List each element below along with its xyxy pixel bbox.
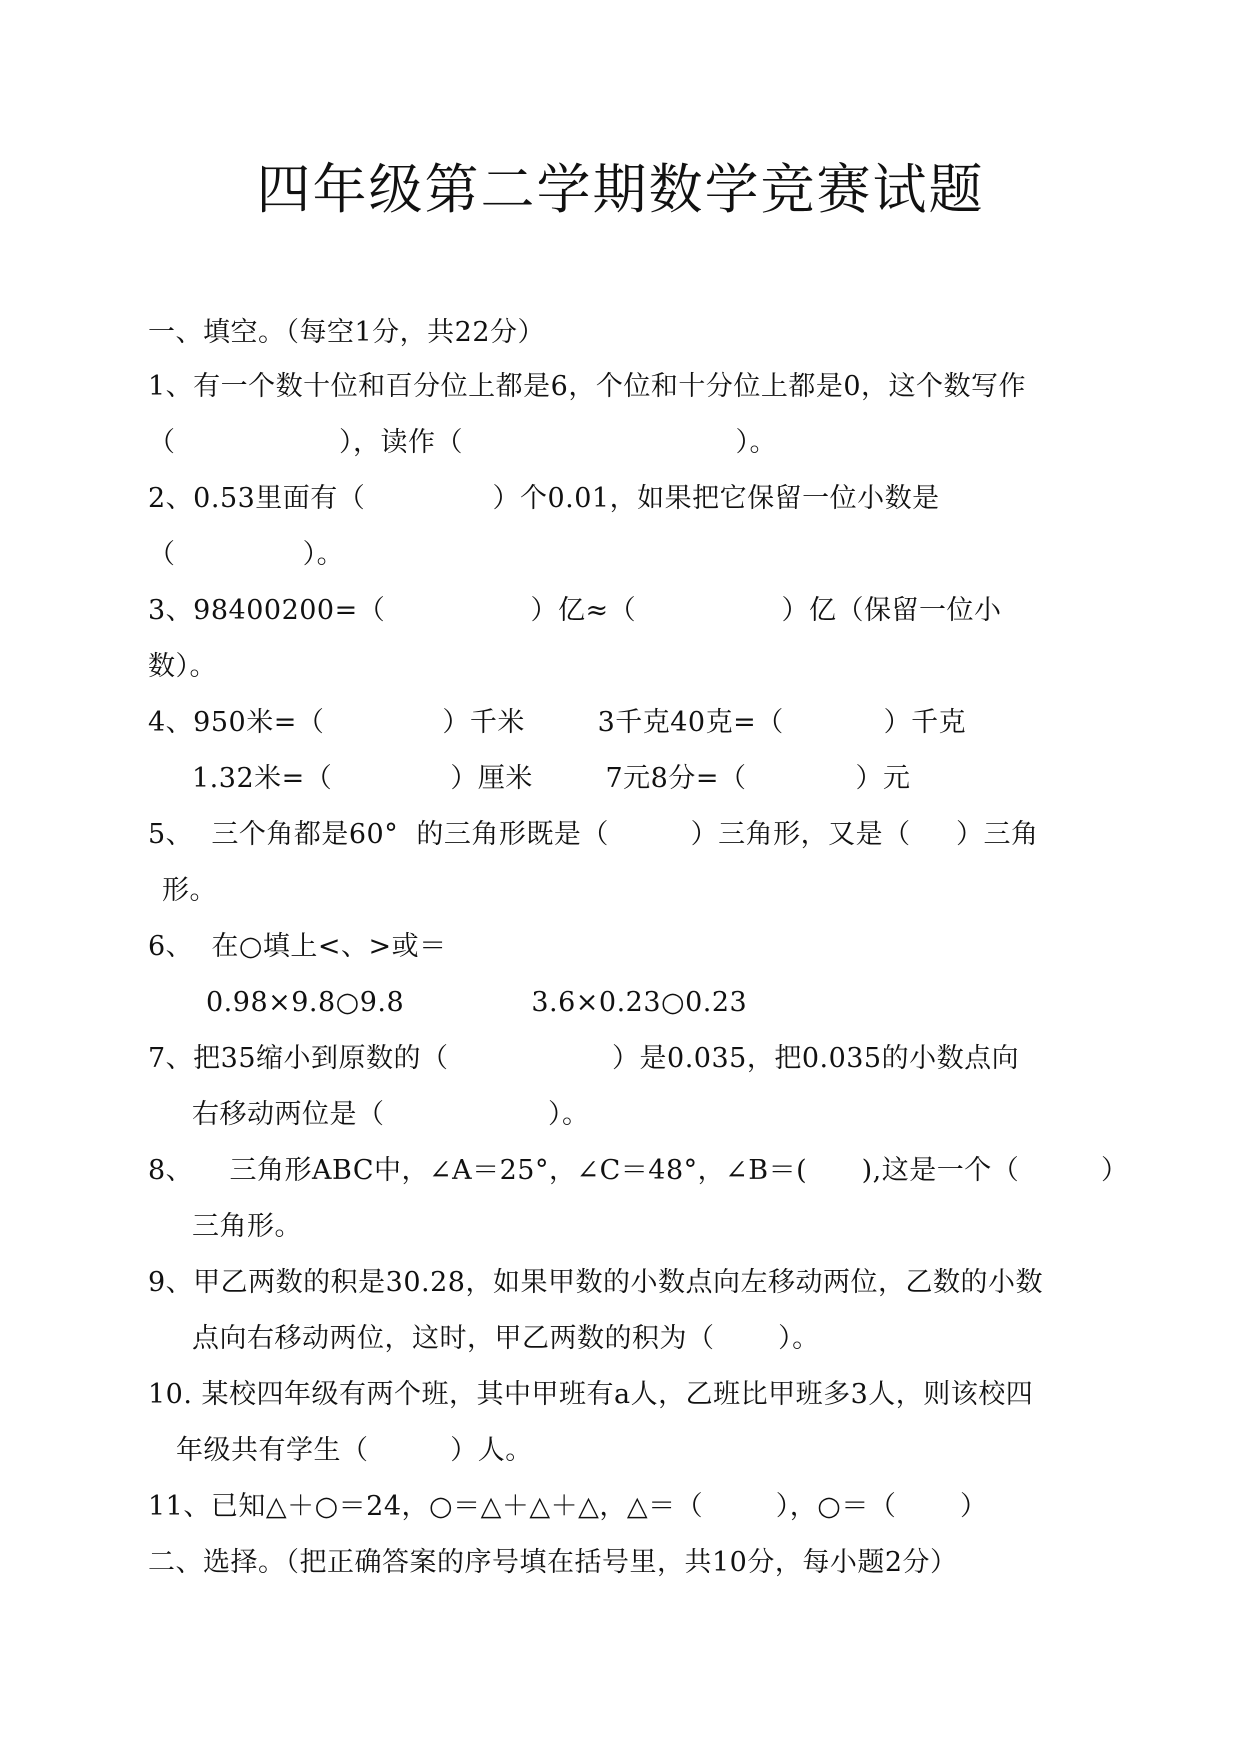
question-6-line-1: 6、 在○填上<、>或＝ [148,931,447,962]
question-8-line-1: 8、 三角形ABC中，∠A＝25°，∠C＝48°，∠B＝( ),这是一个（ ） [148,1155,1129,1186]
page-title: 四年级第二学期数学竞赛试题 [256,158,985,221]
question-9-line-1: 9、甲乙两数的积是30.28，如果甲数的小数点向左移动两位，乙数的小数 [148,1267,1043,1298]
question-3-line-1: 3、98400200=（ ）亿≈（ ）亿（保留一位小 [148,595,1002,626]
question-10-line-1: 10. 某校四年级有两个班，其中甲班有a人，乙班比甲班多3人，则该校四 [148,1379,1034,1410]
question-2-line-2: （ ）。 [148,539,345,570]
question-5-line-1: 5、 三个角都是60° 的三角形既是（ ）三角形，又是（ ）三角 [148,819,1039,850]
section-1-heading: 一、填空。（每空1分，共22分） [148,317,546,348]
question-1-line-2: （ ），读作（ ）。 [148,427,777,458]
question-1-line-1: 1、有一个数十位和百分位上都是6，个位和十分位上都是0，这个数写作 [148,371,1027,402]
question-4-line-2: 1.32米=（ ）厘米 7元8分=（ ）元 [192,763,911,794]
question-7-line-1: 7、把35缩小到原数的（ ）是0.035，把0.035的小数点向 [148,1043,1020,1074]
section-2-heading: 二、选择。（把正确答案的序号填在括号里，共10分，每小题2分） [148,1547,958,1578]
question-4-line-1: 4、950米=（ ）千米 3千克40克=（ ）千克 [148,707,967,738]
question-7-line-2: 右移动两位是（ ）。 [192,1099,590,1130]
question-6-line-2: 0.98×9.8○9.8 3.6×0.23○0.23 [206,987,748,1018]
question-5-line-2: 形。 [162,875,217,906]
question-9-line-2: 点向右移动两位，这时，甲乙两数的积为（ ）。 [192,1323,820,1354]
question-11-line-1: 11、已知△＋○＝24，○＝△＋△＋△，△＝（ ），○＝（ ） [148,1491,988,1522]
question-8-line-2: 三角形。 [192,1211,302,1242]
question-10-line-2: 年级共有学生（ ）人。 [176,1435,533,1466]
question-2-line-1: 2、0.53里面有（ ）个0.01，如果把它保留一位小数是 [148,483,940,514]
question-3-line-2: 数）。 [148,651,217,682]
